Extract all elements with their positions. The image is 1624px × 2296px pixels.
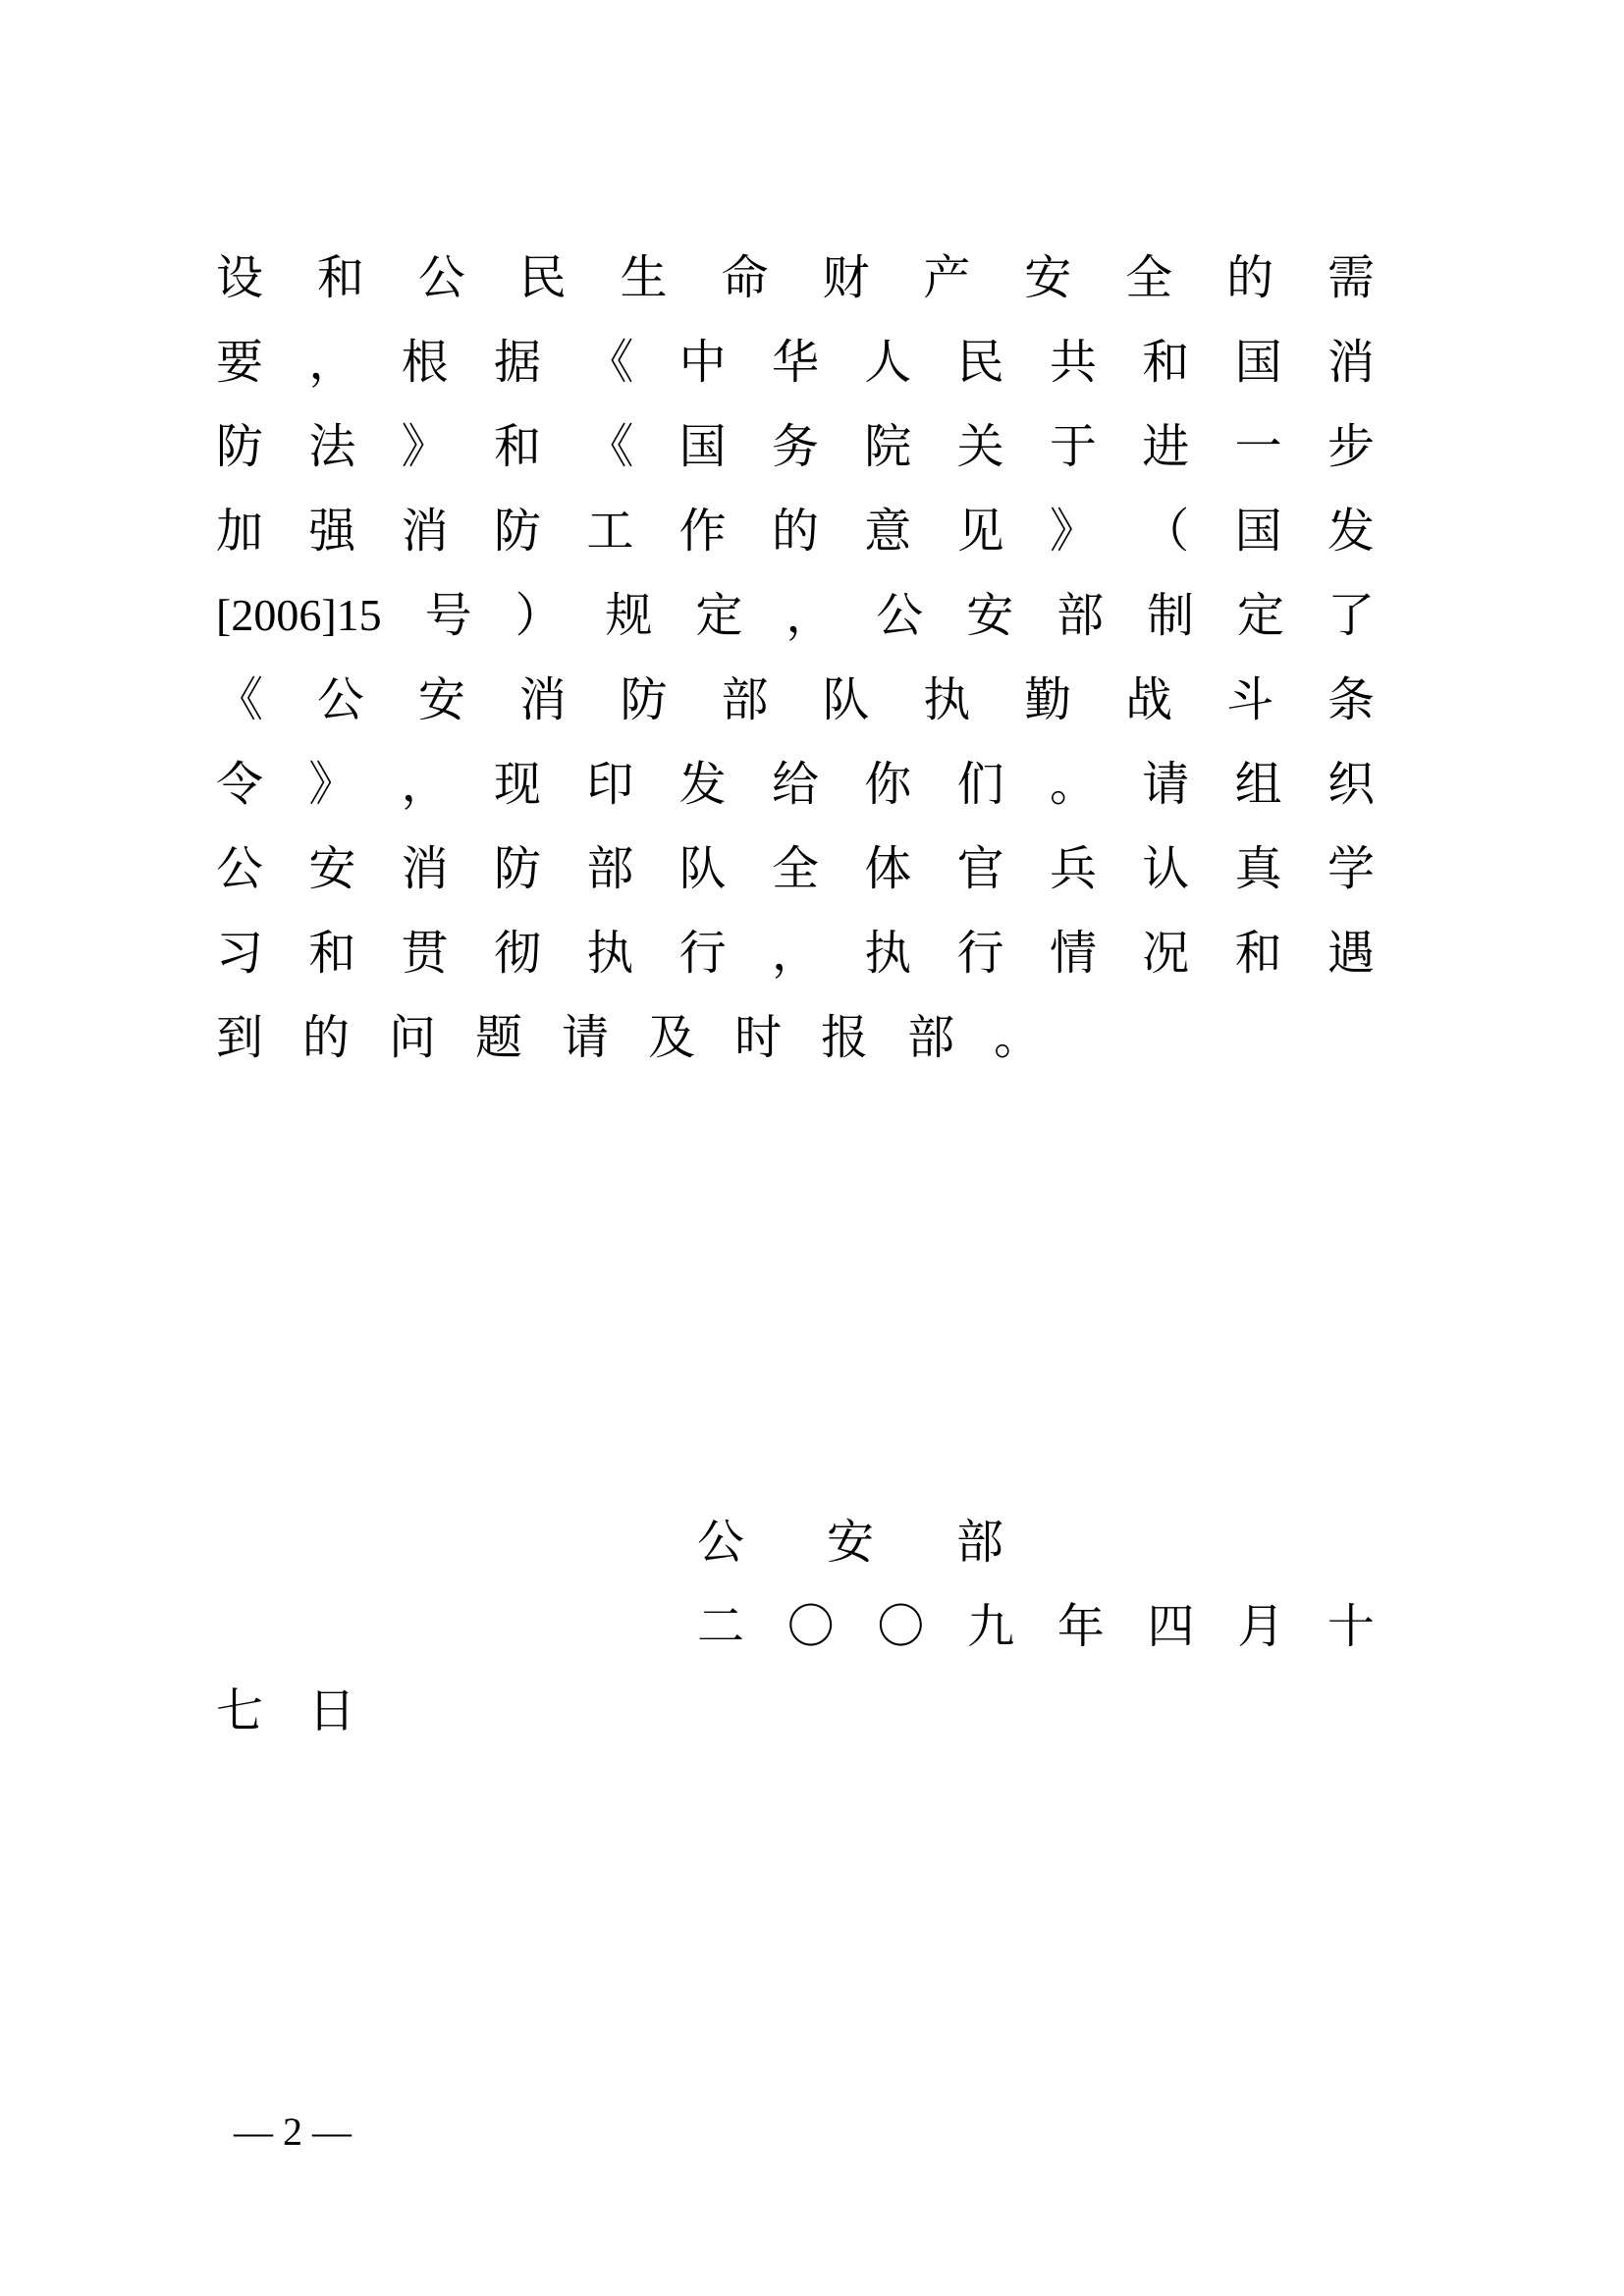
- body-line: 防 法 》 和 《 国 务 院 关 于 进 一 步: [216, 419, 1375, 474]
- body-line: 加 强 消 防 工 作 的 意 见 》 （ 国 发: [216, 504, 1375, 559]
- body-line: 习 和 贯 彻 执 行 ， 执 行 情 况 和 遇: [216, 926, 1375, 981]
- body-line: 到 的 问 题 请 及 时 报 部 。: [216, 1010, 1042, 1065]
- issuer-name: 公 安 部: [697, 1515, 1004, 1570]
- body-line: 要 ， 根 据 《 中 华 人 民 共 和 国 消: [216, 335, 1375, 390]
- date-line-continued: 七 日: [216, 1683, 356, 1738]
- body-line: 令 》 ， 现 印 发 给 你 们 。 请 组 织: [216, 757, 1375, 812]
- page-number: — 2 —: [234, 2109, 352, 2154]
- body-line: 公 安 消 防 部 队 全 体 官 兵 认 真 学: [216, 841, 1375, 896]
- body-line: 设 和 公 民 生 命 财 产 安 全 的 需: [216, 250, 1375, 305]
- body-line: 《 公 安 消 防 部 队 执 勤 战 斗 条: [216, 672, 1375, 727]
- body-line: [2006]15 号 ） 规 定 ， 公 安 部 制 定 了: [216, 588, 1375, 643]
- date-line: 二 〇 〇 九 年 四 月 十: [697, 1599, 1375, 1654]
